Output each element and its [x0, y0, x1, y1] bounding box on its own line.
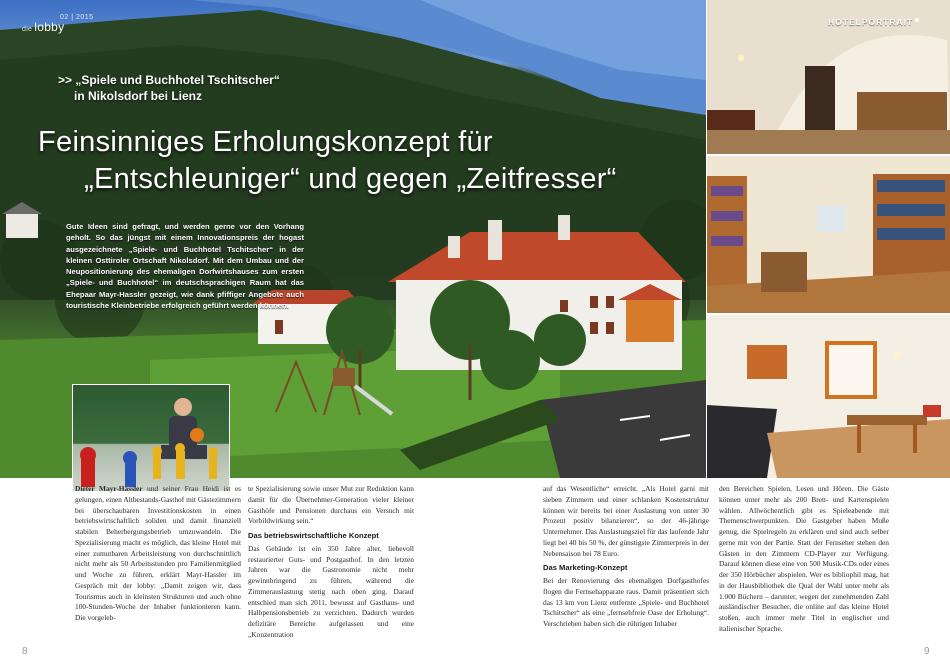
section-prefix: die: [22, 26, 33, 33]
section-name: lobby: [34, 20, 65, 34]
kicker: [58, 72, 388, 104]
interior-photo-library: [707, 156, 950, 313]
text-column-3: [543, 484, 709, 630]
interior-photo-lounge: [707, 315, 950, 478]
page-number-right: 9: [924, 646, 930, 657]
column-4-paragraph-1: den Bereichen Spielen, Lesen und Hören. Die Gäste können unter mehr als 200 Brett- und Kartenspielen wählen. Allwöchentlich gibt es Spieleabende mit Themenschwerpunkten. Die Gastgeber haben Muße genug, die Spielregeln zu erklären und sind auch selber gerne mit von der Partie. Statt der Fernseher stehen den Gästen in den Zimmern CD-Player zur Verfügung. Darauf können diese eine von 500 Musik-CDs oder eines der 350 Hörbücher abspielen. Wer es bibliophil mag, hat in der Hausbibliothek die Qual der Wahl unter mehr als 1.000 Büchern – darunter, wegen der zunehmenden Zahl ausländischer Besucher, die online auf das kleine Hotel stoßen, auch immer mehr Titel in englischer und italienischer Sprache.: [719, 484, 889, 633]
section-title: [22, 20, 64, 34]
kicker-line-2: in Nikolsdorf bei Lienz: [74, 89, 203, 103]
column-3-paragraph-2: Bei der Renovierung des ehemaligen Dorfgasthofes flogen die Fernsehapparate raus. Damit präsentiert sich das 13 km von Lienz entfernte „Spiele- und Buchhotel Tschitscher“ als eine „fernsehfreie Oase der Erholung“. Verschrieben haben sich die rührigen Inhaber: [543, 576, 709, 628]
headline-line-1: Feinsinniges Erholungskonzept für: [38, 126, 493, 158]
page-number-left: 8: [22, 646, 28, 657]
text-column-4: [719, 484, 889, 635]
headline-line-2: „Entschleuniger“ und gegen „Zeitfresser“: [84, 163, 617, 195]
column-2-paragraph-2: Das Gebäude ist ein 350 Jahre alter, liebevoll restaurierter Guts- und Postgasthof. In den letzten Jahren war die Gastronomie nicht mehr gewinnbringend zu führen, während die Zimmerauslastung stetig nach oben ging. Darauf entschied man sich 2011, bewusst auf Gasthaus- und Halbpensionsbetrieb zu verzichten. Dadurch wurden defizitäre Bereiche aufgelassen und eine „Konzentration: [248, 543, 414, 639]
lead-name: Dieter Mayr-Hassler: [75, 484, 143, 493]
portrait-illustration: [73, 385, 230, 492]
hotelportrait-label: HOTELPORTRAIT: [828, 17, 914, 27]
library-illustration: [707, 156, 950, 313]
heading-business-concept: Das betriebswirtschaftliche Konzept: [248, 531, 379, 540]
portrait-photo: [72, 384, 230, 492]
column-3-paragraph-1: auf das Wesentliche“ erreicht. „Als Hotel garni mit sieben Zimmern und einer schlanken Kostenstruktur können wir bereits bei einer Auslastung von unter 30 Prozent positiv bilanzieren“, so der 46-jährige Unternehmer. Das Auslastungsziel für das laufende Jahr liegt bei 40 bis 50 %, der günstigste Zimmerpreis in der Nebensaison bei 78 Euro.: [543, 484, 709, 558]
text-column-1: [75, 484, 241, 624]
column-1-paragraph: [75, 484, 241, 624]
kicker-line-1: >> „Spiele und Buchhotel Tschitscher“: [58, 73, 280, 87]
column-1-text: und seiner Frau Heidi ist es gelungen, einen Altbestands-Gasthof mit Gästezimmern bei überschaubaren Investitionskosten in einen betriebswirtschaftlich soliden und damit finanziell stabilen Beherbergungsbetrieb umzuwandeln. Die Spezialisierung macht es möglich, das kleine Hotel mit einer zumutbaren Arbeitsleistung von durchschnittlich nicht mehr als 50 Arbeitsstunden pro Familienmitglied und Woche zu führen, erklärt Mayr-Hassler im Gespräch mit der lobby: „Damit zeigen wir, dass Tourismus auch in kleinsten Strukturen und auch ohne 100-Stunden-Woche der Inhaber funktionieren kann. Die vorgeleb-: [75, 484, 241, 622]
issue-number: 02 | 2015: [60, 14, 94, 21]
intro-paragraph: Gute Ideen sind gefragt, und werden gerne vor den Vorhang geholt. So das jüngst mit einem Innovationspreis der hogast ausgezeichnete „Spiele- und Buchhotel Tschitscher“ in der kleinen Osttiroler Ortschaft Nikolsdorf. Mit dem Umbau und der Neupositionierung des ehemaligen Dorfwirtshauses zum ersten „Spiele- und Buchhotel“ im deutschsprachigen Raum hat das Ehepaar Mayr-Hassler gezeigt, wie dank pfiffiger Angebote auch touristische Kleinbetriebe erfolgreich geführt werden können.: [66, 222, 304, 311]
heading-marketing-concept: Das Marketing-Konzept: [543, 563, 628, 573]
headline: [38, 124, 678, 198]
lounge-illustration: [707, 315, 950, 478]
column-2-paragraph-1: te Spezialisierung sowie unser Mut zur Reduktion kann damit für die Übernehmer-Generation vieler kleiner Gasthöfe und Pensionen durchaus ein Versuch mit Vorbildwirkung sein.“: [248, 484, 414, 526]
text-column-2: [248, 484, 414, 641]
